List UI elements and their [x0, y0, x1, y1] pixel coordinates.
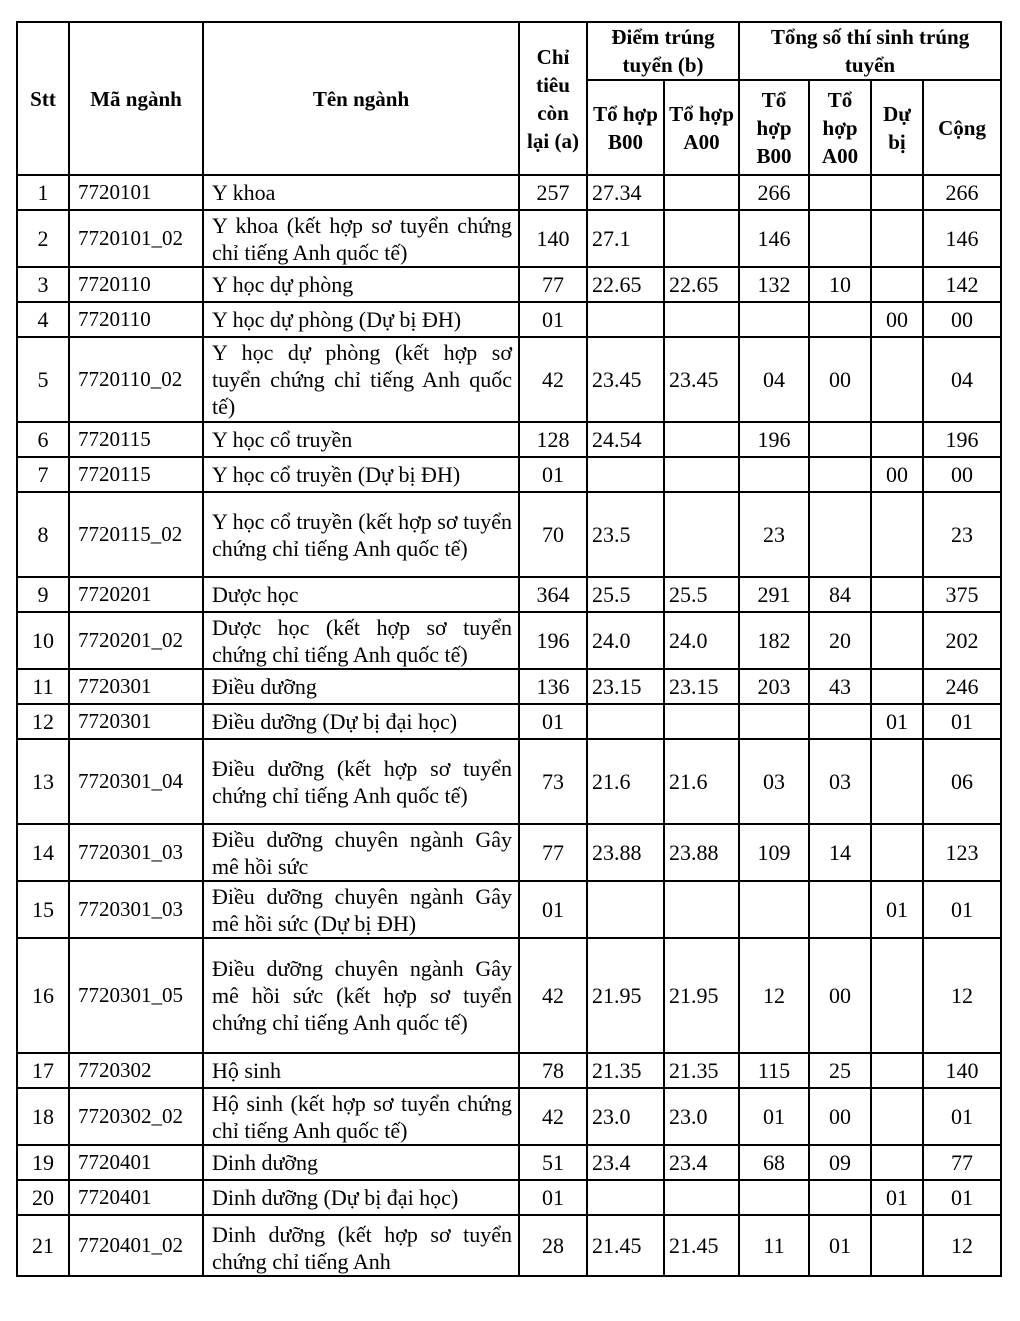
table-row: [17, 1088, 1001, 1145]
row-diem-a00: 21.6: [664, 739, 739, 824]
row-stt: 8: [17, 492, 69, 577]
row-du-bi: [871, 1053, 923, 1088]
row-ts-b00: 291: [739, 577, 809, 612]
row-diem-a00: 23.0: [664, 1088, 739, 1145]
row-diem-a00: 23.15: [664, 669, 739, 704]
row-ten-nganh: Y học dự phòng: [203, 267, 519, 302]
row-ten-nganh: Dinh dưỡng: [203, 1145, 519, 1180]
row-ts-a00: 00: [809, 1088, 871, 1145]
row-chi-tieu: 257: [519, 175, 587, 210]
row-diem-a00: 24.0: [664, 612, 739, 669]
row-stt: 14: [17, 824, 69, 881]
row-cong: 196: [923, 422, 1001, 457]
row-ten-nganh: Y khoa: [203, 175, 519, 210]
header-chi-tieu: Chỉ tiêu còn lại (a): [519, 22, 587, 175]
row-ts-a00: [809, 210, 871, 267]
row-diem-a00: 23.4: [664, 1145, 739, 1180]
row-ma-nganh: 7720110_02: [69, 337, 203, 422]
row-ten-nganh: Điều dưỡng chuyên ngành Gây mê hồi sức (kết hợp sơ tuyển chứng chỉ tiếng Anh quốc tế): [203, 938, 519, 1053]
row-ma-nganh: 7720301_05: [69, 938, 203, 1053]
row-ma-nganh: 7720115: [69, 457, 203, 492]
row-diem-b00: 23.15: [587, 669, 664, 704]
table-row: [17, 210, 1001, 267]
row-du-bi: [871, 739, 923, 824]
row-cong: 01: [923, 881, 1001, 938]
row-du-bi: [871, 422, 923, 457]
row-ts-b00: 115: [739, 1053, 809, 1088]
row-diem-a00: [664, 881, 739, 938]
header-tong-so-thi-sinh: Tổng số thí sinh trúng tuyển: [739, 22, 1001, 80]
row-ma-nganh: 7720115_02: [69, 492, 203, 577]
row-du-bi: 00: [871, 302, 923, 337]
row-ten-nganh: Điều dưỡng (kết hợp sơ tuyển chứng chỉ tiếng Anh quốc tế): [203, 739, 519, 824]
row-ts-b00: 68: [739, 1145, 809, 1180]
row-du-bi: [871, 1145, 923, 1180]
row-cong: 375: [923, 577, 1001, 612]
table-row: [17, 267, 1001, 302]
row-stt: 6: [17, 422, 69, 457]
row-ma-nganh: 7720101_02: [69, 210, 203, 267]
row-stt: 20: [17, 1180, 69, 1215]
row-ts-b00: 203: [739, 669, 809, 704]
row-ma-nganh: 7720101: [69, 175, 203, 210]
row-stt: 10: [17, 612, 69, 669]
row-du-bi: [871, 492, 923, 577]
row-du-bi: 01: [871, 704, 923, 739]
row-ten-nganh: Điều dưỡng chuyên ngành Gây mê hồi sức: [203, 824, 519, 881]
row-ts-b00: 03: [739, 739, 809, 824]
table-row: [17, 704, 1001, 739]
row-ts-b00: 23: [739, 492, 809, 577]
row-chi-tieu: 136: [519, 669, 587, 704]
row-diem-b00: 21.45: [587, 1215, 664, 1276]
row-chi-tieu: 51: [519, 1145, 587, 1180]
table-row: [17, 577, 1001, 612]
row-chi-tieu: 42: [519, 1088, 587, 1145]
row-du-bi: [871, 612, 923, 669]
row-ma-nganh: 7720301_03: [69, 881, 203, 938]
header-diem-a00: Tổ hợp A00: [664, 80, 739, 175]
row-diem-b00: 23.4: [587, 1145, 664, 1180]
row-ten-nganh: Điều dưỡng: [203, 669, 519, 704]
row-cong: 01: [923, 1088, 1001, 1145]
row-chi-tieu: 42: [519, 337, 587, 422]
row-du-bi: [871, 267, 923, 302]
row-ts-b00: 04: [739, 337, 809, 422]
row-ts-b00: [739, 881, 809, 938]
table-row: [17, 938, 1001, 1053]
row-ten-nganh: Hộ sinh: [203, 1053, 519, 1088]
row-diem-b00: 21.6: [587, 739, 664, 824]
row-ts-a00: [809, 457, 871, 492]
row-ten-nganh: Y học cổ truyền: [203, 422, 519, 457]
row-ts-a00: 14: [809, 824, 871, 881]
row-ts-b00: 01: [739, 1088, 809, 1145]
row-ten-nganh: Y khoa (kết hợp sơ tuyển chứng chỉ tiếng Anh quốc tế): [203, 210, 519, 267]
row-ts-a00: [809, 302, 871, 337]
row-diem-a00: 21.35: [664, 1053, 739, 1088]
row-diem-a00: [664, 302, 739, 337]
row-du-bi: [871, 337, 923, 422]
table-row: [17, 612, 1001, 669]
row-chi-tieu: 42: [519, 938, 587, 1053]
header-diem-b00: Tổ hợp B00: [587, 80, 664, 175]
row-cong: 77: [923, 1145, 1001, 1180]
row-ts-a00: 00: [809, 337, 871, 422]
row-stt: 3: [17, 267, 69, 302]
row-diem-b00: [587, 302, 664, 337]
row-ma-nganh: 7720201: [69, 577, 203, 612]
row-cong: 246: [923, 669, 1001, 704]
row-ts-a00: [809, 881, 871, 938]
row-ma-nganh: 7720302_02: [69, 1088, 203, 1145]
row-diem-b00: 27.1: [587, 210, 664, 267]
row-stt: 19: [17, 1145, 69, 1180]
row-ts-b00: [739, 704, 809, 739]
row-chi-tieu: 01: [519, 457, 587, 492]
row-diem-a00: 23.88: [664, 824, 739, 881]
row-du-bi: [871, 577, 923, 612]
row-chi-tieu: 01: [519, 302, 587, 337]
row-stt: 2: [17, 210, 69, 267]
table-row: [17, 302, 1001, 337]
row-stt: 9: [17, 577, 69, 612]
row-stt: 5: [17, 337, 69, 422]
row-du-bi: [871, 175, 923, 210]
row-chi-tieu: 77: [519, 824, 587, 881]
row-ts-b00: 146: [739, 210, 809, 267]
row-diem-b00: 25.5: [587, 577, 664, 612]
row-ts-b00: [739, 457, 809, 492]
row-cong: 06: [923, 739, 1001, 824]
row-chi-tieu: 73: [519, 739, 587, 824]
row-du-bi: [871, 1088, 923, 1145]
row-cong: 140: [923, 1053, 1001, 1088]
table-row: [17, 1053, 1001, 1088]
row-ma-nganh: 7720115: [69, 422, 203, 457]
row-stt: 18: [17, 1088, 69, 1145]
row-diem-b00: 23.5: [587, 492, 664, 577]
row-diem-b00: 21.95: [587, 938, 664, 1053]
row-chi-tieu: 01: [519, 1180, 587, 1215]
row-ts-a00: [809, 492, 871, 577]
admission-table: [16, 21, 1002, 1277]
row-ts-a00: 00: [809, 938, 871, 1053]
table-row: [17, 739, 1001, 824]
table-row: [17, 175, 1001, 210]
row-ten-nganh: Điều dưỡng chuyên ngành Gây mê hồi sức (Dự bị ĐH): [203, 881, 519, 938]
row-diem-b00: [587, 704, 664, 739]
row-chi-tieu: 364: [519, 577, 587, 612]
row-ts-b00: 109: [739, 824, 809, 881]
row-ts-a00: 09: [809, 1145, 871, 1180]
row-diem-b00: 23.45: [587, 337, 664, 422]
table-row: [17, 422, 1001, 457]
row-cong: 12: [923, 938, 1001, 1053]
row-ts-a00: 84: [809, 577, 871, 612]
row-stt: 1: [17, 175, 69, 210]
row-ts-b00: [739, 1180, 809, 1215]
row-diem-b00: 24.0: [587, 612, 664, 669]
row-chi-tieu: 196: [519, 612, 587, 669]
row-cong: 266: [923, 175, 1001, 210]
row-stt: 21: [17, 1215, 69, 1276]
row-diem-a00: [664, 1180, 739, 1215]
row-ts-b00: 266: [739, 175, 809, 210]
row-ten-nganh: Y học cổ truyền (kết hợp sơ tuyển chứng chỉ tiếng Anh quốc tế): [203, 492, 519, 577]
row-diem-a00: 23.45: [664, 337, 739, 422]
header-ts-b00: Tổ hợp B00: [739, 80, 809, 175]
row-diem-a00: [664, 492, 739, 577]
row-ma-nganh: 7720302: [69, 1053, 203, 1088]
row-cong: 04: [923, 337, 1001, 422]
row-ts-a00: 03: [809, 739, 871, 824]
table-row: [17, 669, 1001, 704]
row-du-bi: [871, 824, 923, 881]
row-ma-nganh: 7720301_04: [69, 739, 203, 824]
row-ts-a00: [809, 1180, 871, 1215]
row-stt: 4: [17, 302, 69, 337]
row-ten-nganh: Y học dự phòng (Dự bị ĐH): [203, 302, 519, 337]
row-diem-a00: [664, 422, 739, 457]
row-chi-tieu: 78: [519, 1053, 587, 1088]
row-ma-nganh: 7720401_02: [69, 1215, 203, 1276]
row-diem-a00: [664, 210, 739, 267]
row-ts-a00: 10: [809, 267, 871, 302]
header-cong: Cộng: [923, 80, 1001, 175]
row-ten-nganh: Dược học: [203, 577, 519, 612]
row-chi-tieu: 140: [519, 210, 587, 267]
row-cong: 123: [923, 824, 1001, 881]
row-du-bi: 00: [871, 457, 923, 492]
row-diem-b00: 22.65: [587, 267, 664, 302]
row-cong: 01: [923, 1180, 1001, 1215]
row-ts-a00: [809, 704, 871, 739]
row-diem-b00: 23.88: [587, 824, 664, 881]
row-stt: 13: [17, 739, 69, 824]
row-ten-nganh: Hộ sinh (kết hợp sơ tuyển chứng chỉ tiếng Anh quốc tế): [203, 1088, 519, 1145]
row-diem-b00: 24.54: [587, 422, 664, 457]
row-ma-nganh: 7720201_02: [69, 612, 203, 669]
row-ts-a00: 43: [809, 669, 871, 704]
row-chi-tieu: 01: [519, 704, 587, 739]
row-ma-nganh: 7720301: [69, 669, 203, 704]
row-ma-nganh: 7720301_03: [69, 824, 203, 881]
row-diem-a00: [664, 457, 739, 492]
row-diem-b00: [587, 1180, 664, 1215]
row-du-bi: 01: [871, 1180, 923, 1215]
row-diem-b00: 23.0: [587, 1088, 664, 1145]
table-row: [17, 1145, 1001, 1180]
table-row: [17, 881, 1001, 938]
table-body: [17, 175, 1001, 1276]
table-row: [17, 824, 1001, 881]
header-diem-trung-tuyen: Điểm trúng tuyển (b): [587, 22, 739, 80]
row-du-bi: [871, 938, 923, 1053]
row-ts-b00: [739, 302, 809, 337]
row-diem-a00: 21.45: [664, 1215, 739, 1276]
table-row: [17, 1180, 1001, 1215]
header-ts-a00: Tổ hợp A00: [809, 80, 871, 175]
row-diem-a00: [664, 175, 739, 210]
row-du-bi: [871, 669, 923, 704]
row-chi-tieu: 128: [519, 422, 587, 457]
row-ts-b00: 182: [739, 612, 809, 669]
row-diem-a00: [664, 704, 739, 739]
row-ma-nganh: 7720110: [69, 267, 203, 302]
row-ts-a00: 01: [809, 1215, 871, 1276]
row-ten-nganh: Dược học (kết hợp sơ tuyển chứng chỉ tiếng Anh quốc tế): [203, 612, 519, 669]
row-ma-nganh: 7720401: [69, 1145, 203, 1180]
row-ts-a00: 20: [809, 612, 871, 669]
table-row: [17, 492, 1001, 577]
row-cong: 23: [923, 492, 1001, 577]
header-ten-nganh: Tên ngành: [203, 22, 519, 175]
row-stt: 17: [17, 1053, 69, 1088]
table-row: [17, 337, 1001, 422]
row-diem-a00: 21.95: [664, 938, 739, 1053]
row-ma-nganh: 7720301: [69, 704, 203, 739]
header-du-bi: Dự bị: [871, 80, 923, 175]
row-ts-a00: [809, 422, 871, 457]
row-ten-nganh: Y học cổ truyền (Dự bị ĐH): [203, 457, 519, 492]
row-diem-b00: 27.34: [587, 175, 664, 210]
row-ten-nganh: Y học dự phòng (kết hợp sơ tuyển chứng chỉ tiếng Anh quốc tế): [203, 337, 519, 422]
row-ma-nganh: 7720110: [69, 302, 203, 337]
row-chi-tieu: 70: [519, 492, 587, 577]
table-row: [17, 1215, 1001, 1276]
row-diem-b00: [587, 457, 664, 492]
row-chi-tieu: 77: [519, 267, 587, 302]
header-ma-nganh: Mã ngành: [69, 22, 203, 175]
row-chi-tieu: 01: [519, 881, 587, 938]
row-cong: 142: [923, 267, 1001, 302]
row-diem-b00: [587, 881, 664, 938]
header-stt: Stt: [17, 22, 69, 175]
row-stt: 12: [17, 704, 69, 739]
row-ts-b00: 11: [739, 1215, 809, 1276]
row-diem-a00: 25.5: [664, 577, 739, 612]
row-chi-tieu: 28: [519, 1215, 587, 1276]
table-row: [17, 457, 1001, 492]
row-ten-nganh: Dinh dưỡng (kết hợp sơ tuyển chứng chỉ tiếng Anh: [203, 1215, 519, 1276]
row-stt: 16: [17, 938, 69, 1053]
row-diem-a00: 22.65: [664, 267, 739, 302]
row-ts-b00: 132: [739, 267, 809, 302]
row-ts-b00: 196: [739, 422, 809, 457]
row-du-bi: [871, 210, 923, 267]
row-ma-nganh: 7720401: [69, 1180, 203, 1215]
row-cong: 12: [923, 1215, 1001, 1276]
row-cong: 00: [923, 302, 1001, 337]
row-ts-b00: 12: [739, 938, 809, 1053]
row-du-bi: 01: [871, 881, 923, 938]
row-ts-a00: 25: [809, 1053, 871, 1088]
row-stt: 7: [17, 457, 69, 492]
row-ts-a00: [809, 175, 871, 210]
row-cong: 01: [923, 704, 1001, 739]
row-du-bi: [871, 1215, 923, 1276]
row-diem-b00: 21.35: [587, 1053, 664, 1088]
row-cong: 146: [923, 210, 1001, 267]
row-stt: 15: [17, 881, 69, 938]
row-ten-nganh: Điều dưỡng (Dự bị đại học): [203, 704, 519, 739]
row-cong: 00: [923, 457, 1001, 492]
row-ten-nganh: Dinh dưỡng (Dự bị đại học): [203, 1180, 519, 1215]
row-cong: 202: [923, 612, 1001, 669]
row-stt: 11: [17, 669, 69, 704]
